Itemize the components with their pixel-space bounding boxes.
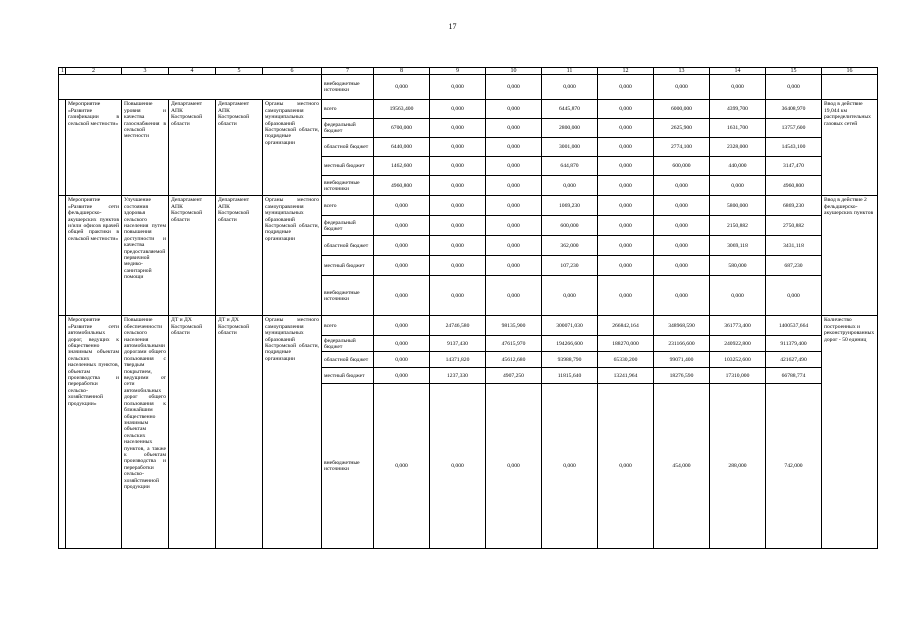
partner: Органы местного самоуправления муниципальных образований Костромской области, подрядные организации <box>263 196 322 316</box>
column-number: 12 <box>598 68 654 75</box>
value-cell: 0,000 <box>654 75 710 100</box>
value-cell: 687,230 <box>766 256 822 276</box>
table-row <box>59 100 878 119</box>
result-cell <box>822 75 878 100</box>
column-number: 16 <box>822 68 878 75</box>
value-cell: 3431,118 <box>766 236 822 256</box>
value-cell: 6440,000 <box>374 138 430 157</box>
value-cell: 454,000 <box>654 384 710 549</box>
value-cell: 0,000 <box>374 236 430 256</box>
value-cell: 0,000 <box>486 119 542 138</box>
value-cell: 0,000 <box>654 256 710 276</box>
funding-source: областной бюджет <box>322 236 374 256</box>
value-cell: 0,000 <box>486 236 542 256</box>
value-cell: 0,000 <box>430 196 486 216</box>
value-cell: 9137,430 <box>430 336 486 352</box>
continuation-row <box>59 75 878 100</box>
value-cell: 0,000 <box>486 384 542 549</box>
row-index-cell <box>59 196 66 316</box>
value-cell: 0,000 <box>430 384 486 549</box>
value-cell: 0,000 <box>598 236 654 256</box>
value-cell: 24746,580 <box>430 316 486 336</box>
value-cell: 1069,230 <box>542 196 598 216</box>
value-cell: 2774,100 <box>654 138 710 157</box>
value-cell: 0,000 <box>430 157 486 176</box>
table-row <box>59 316 878 336</box>
value-cell: 0,000 <box>486 276 542 316</box>
value-cell: 6000,000 <box>654 100 710 119</box>
value-cell: 0,000 <box>598 384 654 549</box>
value-cell: 2150,882 <box>710 216 766 236</box>
value-cell: 0,000 <box>374 276 430 316</box>
column-number-row <box>59 68 878 75</box>
value-cell: 0,000 <box>486 75 542 100</box>
value-cell: 0,000 <box>374 75 430 100</box>
value-cell: 0,000 <box>654 196 710 216</box>
value-cell: 0,000 <box>430 75 486 100</box>
co-executor: ДТ и ДХ Костромской области <box>216 316 263 549</box>
value-cell: 580,000 <box>710 256 766 276</box>
column-number: 2 <box>66 68 122 75</box>
value-cell: 65330,200 <box>598 352 654 368</box>
funding-source: федеральный бюджет <box>322 216 374 236</box>
value-cell: 14543,100 <box>766 138 822 157</box>
value-cell: 0,000 <box>486 157 542 176</box>
value-cell: 440,000 <box>710 157 766 176</box>
value-cell: 0,000 <box>598 157 654 176</box>
value-cell: 3069,118 <box>710 236 766 256</box>
value-cell: 47615,970 <box>486 336 542 352</box>
value-cell: 0,000 <box>486 100 542 119</box>
value-cell: 361773,400 <box>710 316 766 336</box>
value-cell: 742,000 <box>766 384 822 549</box>
value-cell: 0,000 <box>430 100 486 119</box>
value-cell: 266842,164 <box>598 316 654 336</box>
table-row <box>59 196 878 216</box>
page-number: 17 <box>448 22 457 31</box>
value-cell: 194266,600 <box>542 336 598 352</box>
funding-source: внебюджетные источники <box>322 75 374 100</box>
value-cell: 0,000 <box>654 216 710 236</box>
budget-table <box>58 67 878 549</box>
value-cell: 0,000 <box>598 119 654 138</box>
funding-source: местный бюджет <box>322 256 374 276</box>
value-cell: 0,000 <box>654 176 710 196</box>
value-cell: 0,000 <box>486 138 542 157</box>
measure-name: Мероприятие «Развитие сети фельдшерско-акушерских пунктов и/или офисов врачей общей практики в сельской местности» <box>66 196 122 316</box>
value-cell: 1462,600 <box>374 157 430 176</box>
funding-source: внебюджетные источники <box>322 276 374 316</box>
column-number: 11 <box>542 68 598 75</box>
value-cell: 911379,400 <box>766 336 822 352</box>
value-cell: 0,000 <box>430 216 486 236</box>
indicator: Повышение обеспеченности сельского населения автомобильными дорогами общего пользования с твердым покрытием, ведущими от сети автомобильных дорог общего пользования к ближайшим общественно значимым объектам сельских населенных пунктов, а также к объектам производства и переработки сельско-хозяйственной продукции <box>122 316 169 549</box>
value-cell: 188270,000 <box>598 336 654 352</box>
value-cell: 0,000 <box>766 276 822 316</box>
executor: ДТ и ДХ Костромской области <box>169 316 216 549</box>
value-cell: 0,000 <box>542 75 598 100</box>
value-cell: 2750,882 <box>766 216 822 236</box>
funding-source: федеральный бюджет <box>322 119 374 138</box>
value-cell: 348968,590 <box>654 316 710 336</box>
expected-result: Ввод в действие 2 фельдшерско-акушерских пунктов <box>822 196 878 316</box>
funding-source: всего <box>322 316 374 336</box>
value-cell: 1237,330 <box>430 368 486 384</box>
value-cell: 0,000 <box>486 176 542 196</box>
value-cell: 2625,900 <box>654 119 710 138</box>
measure-name: Мероприятие «Развитие газификации в сельской местности» <box>66 100 122 196</box>
value-cell: 0,000 <box>430 256 486 276</box>
value-cell: 0,000 <box>654 276 710 316</box>
value-cell: 93988,790 <box>542 352 598 368</box>
value-cell: 0,000 <box>374 216 430 236</box>
value-cell: 0,000 <box>766 75 822 100</box>
value-cell: 0,000 <box>374 256 430 276</box>
value-cell: 107,230 <box>542 256 598 276</box>
value-cell: 0,000 <box>598 196 654 216</box>
value-cell: 644,870 <box>542 157 598 176</box>
value-cell: 11815,640 <box>542 368 598 384</box>
value-cell: 600,000 <box>542 216 598 236</box>
value-cell: 0,000 <box>430 276 486 316</box>
value-cell: 6445,870 <box>542 100 598 119</box>
value-cell: 0,000 <box>542 384 598 549</box>
column-number: 13 <box>654 68 710 75</box>
value-cell: 1400537,664 <box>766 316 822 336</box>
column-number: 15 <box>766 68 822 75</box>
funding-source: федеральный бюджет <box>322 336 374 352</box>
partner: Органы местного самоуправления муниципальных образований Костромской области, подрядные организации <box>263 100 322 196</box>
value-cell: 6869,230 <box>766 196 822 216</box>
value-cell: 0,000 <box>486 216 542 236</box>
value-cell: 0,000 <box>654 236 710 256</box>
value-cell: 362,000 <box>542 236 598 256</box>
value-cell: 66788,774 <box>766 368 822 384</box>
value-cell: 240922,800 <box>710 336 766 352</box>
value-cell: 0,000 <box>598 216 654 236</box>
executor: Департамент АПК Костромской области <box>169 196 216 316</box>
funding-source: внебюджетные источники <box>322 384 374 549</box>
funding-source: внебюджетные источники <box>322 176 374 196</box>
funding-source: областной бюджет <box>322 138 374 157</box>
funding-source: всего <box>322 196 374 216</box>
column-number: 8 <box>374 68 430 75</box>
funding-source: местный бюджет <box>322 368 374 384</box>
measure-name: Мероприятие «Развитие сети автомобильных дорог, ведущих к общественно значимым объектам сельских населенных пунктов, объектам производства и переработки сельско-хозяйственной продукции» <box>66 316 122 549</box>
value-cell: 0,000 <box>374 336 430 352</box>
value-cell: 3001,000 <box>542 138 598 157</box>
expected-result: Ввод в действие 19,044 км распределительных газовых сетей <box>822 100 878 196</box>
value-cell: 0,000 <box>710 176 766 196</box>
co-executor: Департамент АПК Костромской области <box>216 100 263 196</box>
value-cell: 600,000 <box>654 157 710 176</box>
value-cell: 0,000 <box>486 256 542 276</box>
value-cell: 0,000 <box>430 236 486 256</box>
value-cell: 0,000 <box>430 119 486 138</box>
column-number: 9 <box>430 68 486 75</box>
value-cell: 13757,600 <box>766 119 822 138</box>
value-cell: 4960,800 <box>766 176 822 196</box>
column-number: 4 <box>169 68 216 75</box>
row-index-cell <box>59 316 66 549</box>
funding-source: областной бюджет <box>322 352 374 368</box>
column-number: 3 <box>122 68 169 75</box>
value-cell: 98135,900 <box>486 316 542 336</box>
value-cell: 2800,000 <box>542 119 598 138</box>
value-cell: 421627,490 <box>766 352 822 368</box>
value-cell: 3147,470 <box>766 157 822 176</box>
funding-source: всего <box>322 100 374 119</box>
value-cell: 4907,250 <box>486 368 542 384</box>
value-cell: 0,000 <box>542 176 598 196</box>
value-cell: 0,000 <box>542 276 598 316</box>
column-number: 6 <box>263 68 322 75</box>
row-index-cell <box>59 100 66 196</box>
column-number: 5 <box>216 68 263 75</box>
empty-cell <box>59 75 322 100</box>
value-cell: 0,000 <box>374 368 430 384</box>
column-number: 7 <box>322 68 374 75</box>
value-cell: 13241,964 <box>598 368 654 384</box>
value-cell: 0,000 <box>430 138 486 157</box>
value-cell: 231166,600 <box>654 336 710 352</box>
co-executor: Департамент АПК Костромской области <box>216 196 263 316</box>
value-cell: 0,000 <box>598 75 654 100</box>
value-cell: 0,000 <box>710 276 766 316</box>
indicator: Повышение уровня и качества газоснабжения в сельской местности <box>122 100 169 196</box>
column-number: 1 <box>59 68 66 75</box>
column-number: 14 <box>710 68 766 75</box>
value-cell: 0,000 <box>374 352 430 368</box>
value-cell: 0,000 <box>374 196 430 216</box>
value-cell: 2328,000 <box>710 138 766 157</box>
value-cell: 99071,400 <box>654 352 710 368</box>
value-cell: 45612,680 <box>486 352 542 368</box>
value-cell: 0,000 <box>710 75 766 100</box>
value-cell: 0,000 <box>598 100 654 119</box>
value-cell: 4399,700 <box>710 100 766 119</box>
value-cell: 19563,400 <box>374 100 430 119</box>
value-cell: 36408,970 <box>766 100 822 119</box>
value-cell: 103252,600 <box>710 352 766 368</box>
value-cell: 0,000 <box>598 276 654 316</box>
partner: Органы местного самоуправления муниципальных образований Костромской области, подрядные организации <box>263 316 322 549</box>
column-number: 10 <box>486 68 542 75</box>
value-cell: 288,000 <box>710 384 766 549</box>
expected-result: Количество построенных и реконструированных дорог - 50 единиц <box>822 316 878 549</box>
value-cell: 5800,000 <box>710 196 766 216</box>
value-cell: 17310,000 <box>710 368 766 384</box>
value-cell: 0,000 <box>374 384 430 549</box>
value-cell: 0,000 <box>374 316 430 336</box>
value-cell: 4960,800 <box>374 176 430 196</box>
value-cell: 0,000 <box>486 196 542 216</box>
value-cell: 0,000 <box>430 176 486 196</box>
value-cell: 300071,030 <box>542 316 598 336</box>
value-cell: 0,000 <box>598 256 654 276</box>
value-cell: 14371,820 <box>430 352 486 368</box>
value-cell: 6700,000 <box>374 119 430 138</box>
value-cell: 0,000 <box>598 176 654 196</box>
indicator: Улучшение состояния здоровья сельского населения путем повышения доступности и качества предоставляемой первичной медико-санитарной помощи <box>122 196 169 316</box>
value-cell: 0,000 <box>598 138 654 157</box>
value-cell: 1631,700 <box>710 119 766 138</box>
funding-source: местный бюджет <box>322 157 374 176</box>
executor: Департамент АПК Костромской области <box>169 100 216 196</box>
value-cell: 18276,590 <box>654 368 710 384</box>
